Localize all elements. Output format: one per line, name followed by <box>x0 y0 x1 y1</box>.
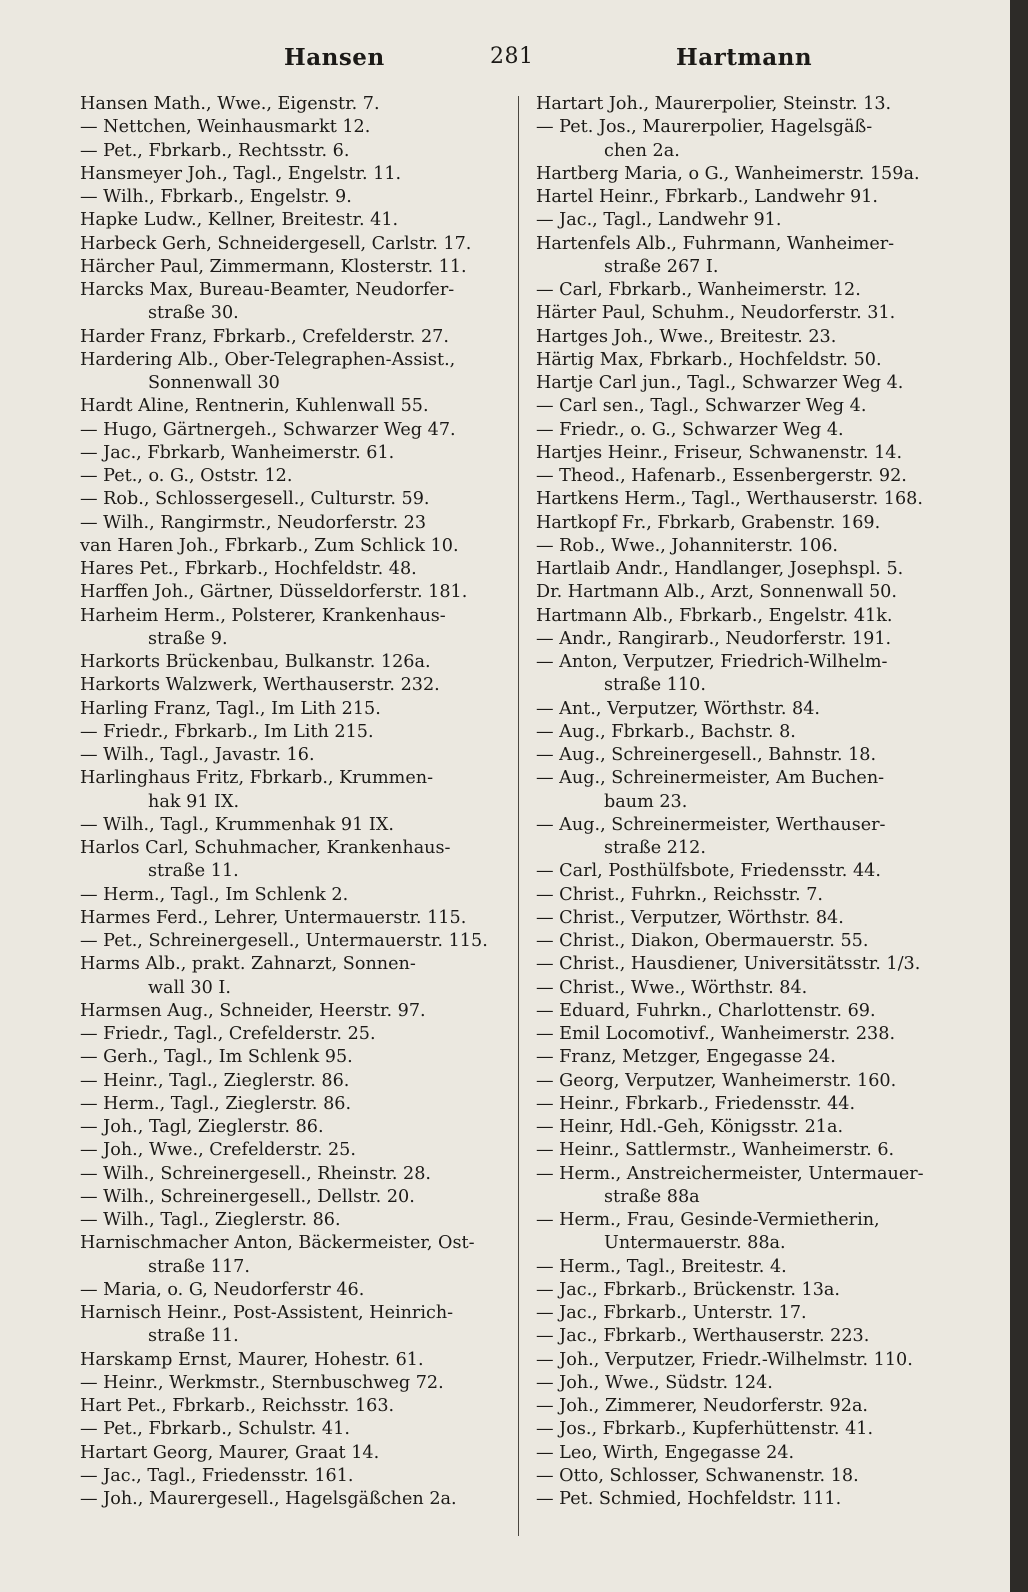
directory-entry: Hartart Joh., Maurerpolier, Steinstr. 13. <box>536 94 892 114</box>
directory-entry: — Aug., Schreinermeister, Werthauser- <box>536 814 886 835</box>
directory-entry: — Aug., Schreinergesell., Bahnstr. 18. <box>536 745 877 765</box>
left-column <box>80 93 520 1511</box>
directory-entry: — Heinr., Fbrkarb., Friedensstr. 44. <box>536 1093 856 1114</box>
directory-entry: chen 2a. <box>604 140 680 161</box>
directory-entry: — Pet., Fbrkarb., Schulstr. 41. <box>80 1419 350 1440</box>
directory-entry: Dr. Hartmann Alb., Arzt, Sonnenwall 50. <box>536 582 897 603</box>
directory-entry: Harbeck Gerh, Schneidergesell, Carlstr. 17. <box>80 233 472 254</box>
directory-entry: — Herm., Tagl., Breitestr. 4. <box>536 1256 787 1277</box>
directory-entry: straße 11. <box>148 861 239 882</box>
directory-entry: Harffen Joh., Gärtner, Düsseldorferstr. 181. <box>80 582 468 603</box>
directory-entry: — Pet. Jos., Maurerpolier, Hagelsgäß- <box>536 117 873 138</box>
directory-entry: — Leo, Wirth, Engegasse 24. <box>536 1442 795 1463</box>
directory-entry: hak 91 IX. <box>148 791 240 812</box>
directory-entry: Hartkens Herm., Tagl., Werthauserstr. 168. <box>536 489 923 510</box>
directory-entry: Harder Franz, Fbrkarb., Crefelderstr. 27. <box>80 326 449 347</box>
directory-entry: Hartmann Alb., Fbrkarb., Engelstr. 41k. <box>536 605 893 626</box>
directory-entry: — Hugo, Gärtnergeh., Schwarzer Weg 47. <box>80 419 456 440</box>
directory-entry: — Friedr., Fbrkarb., Im Lith 215. <box>80 721 374 742</box>
directory-entry: — Andr., Rangirarb., Neudorferstr. 191. <box>536 628 892 649</box>
directory-entry: Harlos Carl, Schuhmacher, Krankenhaus- <box>80 838 451 858</box>
directory-entry: baum 23. <box>604 791 688 812</box>
directory-entry: — Joh., Maurergesell., Hagelsgäßchen 2a. <box>80 1489 457 1509</box>
directory-entry: — Aug., Schreinermeister, Am Buchen- <box>536 768 885 789</box>
directory-entry: — Heinr, Hdl.-Geh, Königsstr. 21a. <box>536 1117 844 1137</box>
directory-entry: Härcher Paul, Zimmermann, Klosterstr. 11. <box>80 256 467 277</box>
directory-entry: Hansmeyer Joh., Tagl., Engelstr. 11. <box>80 163 402 184</box>
directory-entry: Harms Alb., prakt. Zahnarzt, Sonnen- <box>80 954 416 975</box>
directory-entry: — Rob., Wwe., Johanniterstr. 106. <box>536 535 838 556</box>
directory-entry: — Wilh., Schreinergesell., Rheinstr. 28. <box>80 1163 431 1184</box>
directory-entry: — Heinr., Sattlermstr., Wanheimerstr. 6. <box>536 1140 895 1161</box>
directory-entry: Hartkopf Fr., Fbrkarb, Grabenstr. 169. <box>536 512 881 533</box>
directory-entry: Hardering Alb., Ober-Telegraphen-Assist., <box>80 349 456 370</box>
directory-entry: Hartje Carl jun., Tagl., Schwarzer Weg 4. <box>536 373 904 393</box>
directory-entry: — Jos., Fbrkarb., Kupferhüttenstr. 41. <box>536 1419 874 1440</box>
directory-entry: — Wilh., Schreinergesell., Dellstr. 20. <box>80 1186 415 1207</box>
directory-entry: — Franz, Metzger, Engegasse 24. <box>536 1047 836 1068</box>
directory-entry: — Pet., o. G., Oststr. 12. <box>80 466 293 486</box>
directory-entry: — Joh., Verputzer, Friedr.-Wilhelmstr. 110. <box>536 1349 913 1370</box>
directory-entry: — Christ., Fuhrkn., Reichsstr. 7. <box>536 884 823 905</box>
directory-entry: — Eduard, Fuhrkn., Charlottenstr. 69. <box>536 1000 876 1021</box>
directory-entry: — Jac., Fbrkarb, Wanheimerstr. 61. <box>80 442 395 463</box>
directory-entry: — Wilh., Tagl., Zieglerstr. 86. <box>80 1210 341 1230</box>
directory-entry: — Christ., Hausdiener, Universitätsstr. 1/3. <box>536 954 921 975</box>
directory-entry: Hares Pet., Fbrkarb., Hochfeldstr. 48. <box>80 559 417 579</box>
directory-entry: — Jac., Fbrkarb., Unterstr. 17. <box>536 1303 807 1323</box>
header-left-keyword: Hansen <box>284 44 385 71</box>
directory-entry: straße 267 I. <box>604 256 719 277</box>
directory-entry: Hartenfels Alb., Fuhrmann, Wanheimer- <box>536 233 895 254</box>
directory-entry: — Jac., Tagl., Landwehr 91. <box>536 210 782 231</box>
directory-entry: — Gerh., Tagl., Im Schlenk 95. <box>80 1047 353 1068</box>
directory-entry: Harnischmacher Anton, Bäckermeister, Ost- <box>80 1233 475 1254</box>
directory-entry: Harnisch Heinr., Post-Assistent, Heinrich- <box>80 1303 454 1323</box>
directory-entry: — Jac., Fbrkarb., Werthauserstr. 223. <box>536 1326 870 1347</box>
directory-entry: — Herm., Tagl., Im Schlenk 2. <box>80 884 349 905</box>
directory-entry: Hartlaib Andr., Handlanger, Josephspl. 5. <box>536 559 904 579</box>
directory-entry: — Pet. Schmied, Hochfeldstr. 111. <box>536 1489 842 1509</box>
directory-entry: — Carl sen., Tagl., Schwarzer Weg 4. <box>536 396 867 417</box>
directory-entry: — Christ., Wwe., Wörthstr. 84. <box>536 977 808 998</box>
directory-entry: Harmes Ferd., Lehrer, Untermauerstr. 115. <box>80 907 467 928</box>
directory-entry: Härtig Max, Fbrkarb., Hochfeldstr. 50. <box>536 349 882 370</box>
directory-entry: Hansen Math., Wwe., Eigenstr. 7. <box>80 94 380 114</box>
directory-entry: — Carl, Posthülfsbote, Friedensstr. 44. <box>536 861 881 882</box>
directory-entry: straße 88a <box>604 1186 700 1207</box>
directory-entry: — Friedr., o. G., Schwarzer Weg 4. <box>536 419 844 440</box>
directory-entry: Harmsen Aug., Schneider, Heerstr. 97. <box>80 1000 426 1021</box>
directory-entry: Harkorts Walzwerk, Werthauserstr. 232. <box>80 675 440 696</box>
directory-entry: Harcks Max, Bureau-Beamter, Neudorfer- <box>80 280 455 300</box>
directory-entry: Hartel Heinr., Fbrkarb., Landwehr 91. <box>536 187 878 207</box>
directory-entry: Harlinghaus Fritz, Fbrkarb., Krummen- <box>80 768 434 789</box>
directory-entry: Hartges Joh., Wwe., Breitestr. 23. <box>536 326 837 347</box>
directory-entry: van Haren Joh., Fbrkarb., Zum Schlick 10. <box>80 535 459 556</box>
directory-entry: straße 30. <box>148 303 239 324</box>
directory-entry: — Rob., Schlossergesell., Culturstr. 59. <box>80 489 430 510</box>
column-divider <box>518 96 519 1536</box>
directory-entry: — Wilh., Rangirmstr., Neudorferstr. 23 <box>80 512 427 533</box>
page-edge-shadow <box>1010 0 1028 1592</box>
directory-entry: — Christ., Diakon, Obermauerstr. 55. <box>536 931 869 951</box>
right-column <box>536 93 976 1511</box>
directory-entry: — Wilh., Fbrkarb., Engelstr. 9. <box>80 187 352 207</box>
directory-entry: Harkorts Brückenbau, Bulkanstr. 126a. <box>80 652 431 672</box>
directory-entry: — Joh., Zimmerer, Neudorferstr. 92a. <box>536 1396 869 1416</box>
directory-entry: straße 110. <box>604 675 706 696</box>
directory-entry: Hardt Aline, Rentnerin, Kuhlenwall 55. <box>80 396 429 417</box>
directory-entry: Hartberg Maria, o G., Wanheimerstr. 159a. <box>536 163 920 184</box>
directory-entry: Sonnenwall 30 <box>148 373 280 393</box>
directory-entry: — Georg, Verputzer, Wanheimerstr. 160. <box>536 1070 897 1091</box>
page-header <box>0 44 1028 84</box>
page-number: 281 <box>490 44 534 69</box>
directory-entry: — Aug., Fbrkarb., Bachstr. 8. <box>536 721 796 742</box>
directory-entry: — Nettchen, Weinhausmarkt 12. <box>80 117 371 138</box>
directory-entry: — Theod., Hafenarb., Essenbergerstr. 92. <box>536 466 907 486</box>
directory-entry: — Christ., Verputzer, Wörthstr. 84. <box>536 907 844 928</box>
directory-entry: — Joh., Wwe., Crefelderstr. 25. <box>80 1140 356 1161</box>
directory-entry: — Herm., Tagl., Zieglerstr. 86. <box>80 1093 352 1114</box>
directory-entry: — Emil Locomotivf., Wanheimerstr. 238. <box>536 1024 896 1044</box>
directory-entry: straße 11. <box>148 1326 239 1347</box>
directory-entry: — Heinr., Tagl., Zieglerstr. 86. <box>80 1070 350 1091</box>
directory-entry: straße 9. <box>148 628 228 649</box>
directory-entry: Hapke Ludw., Kellner, Breitestr. 41. <box>80 210 399 231</box>
directory-entry: Harskamp Ernst, Maurer, Hohestr. 61. <box>80 1349 424 1370</box>
directory-entry: — Joh., Tagl, Zieglerstr. 86. <box>80 1117 324 1137</box>
directory-entry: — Anton, Verputzer, Friedrich-Wilhelm- <box>536 652 888 672</box>
directory-entry: — Maria, o. G, Neudorferstr 46. <box>80 1279 365 1300</box>
directory-entry: — Carl, Fbrkarb., Wanheimerstr. 12. <box>536 280 861 300</box>
directory-entry: Hartjes Heinr., Friseur, Schwanenstr. 14. <box>536 442 903 463</box>
directory-entry: — Ant., Verputzer, Wörthstr. 84. <box>536 698 821 719</box>
directory-entry: — Jac., Fbrkarb., Brückenstr. 13a. <box>536 1279 840 1300</box>
directory-entry: Harling Franz, Tagl., Im Lith 215. <box>80 698 381 719</box>
directory-entry: — Joh., Wwe., Südstr. 124. <box>536 1372 773 1393</box>
directory-entry: Hartart Georg, Maurer, Graat 14. <box>80 1442 380 1463</box>
directory-entry: — Pet., Schreinergesell., Untermauerstr. 115. <box>80 931 488 951</box>
directory-entry: wall 30 I. <box>148 977 231 998</box>
directory-entry: — Heinr., Werkmstr., Sternbuschweg 72. <box>80 1372 444 1393</box>
directory-entry: — Herm., Frau, Gesinde-Vermietherin, <box>536 1210 880 1230</box>
directory-entry: — Friedr., Tagl., Crefelderstr. 25. <box>80 1024 376 1044</box>
directory-entry: straße 212. <box>604 838 706 858</box>
directory-entry: — Herm., Anstreichermeister, Untermauer- <box>536 1163 924 1184</box>
directory-entry: Härter Paul, Schuhm., Neudorferstr. 31. <box>536 303 896 324</box>
directory-entry: Harheim Herm., Polsterer, Krankenhaus- <box>80 605 446 626</box>
directory-entry: Untermauerstr. 88a. <box>604 1233 786 1254</box>
directory-entry: straße 117. <box>148 1256 250 1277</box>
directory-entry: — Jac., Tagl., Friedensstr. 161. <box>80 1465 354 1486</box>
directory-entry: Hart Pet., Fbrkarb., Reichsstr. 163. <box>80 1396 395 1416</box>
directory-entry: — Wilh., Tagl., Javastr. 16. <box>80 745 315 765</box>
header-right-keyword: Hartmann <box>676 44 813 71</box>
directory-entry: — Pet., Fbrkarb., Rechtsstr. 6. <box>80 140 350 161</box>
directory-entry: — Otto, Schlosser, Schwanenstr. 18. <box>536 1465 859 1486</box>
directory-entry: — Wilh., Tagl., Krummenhak 91 IX. <box>80 814 394 835</box>
